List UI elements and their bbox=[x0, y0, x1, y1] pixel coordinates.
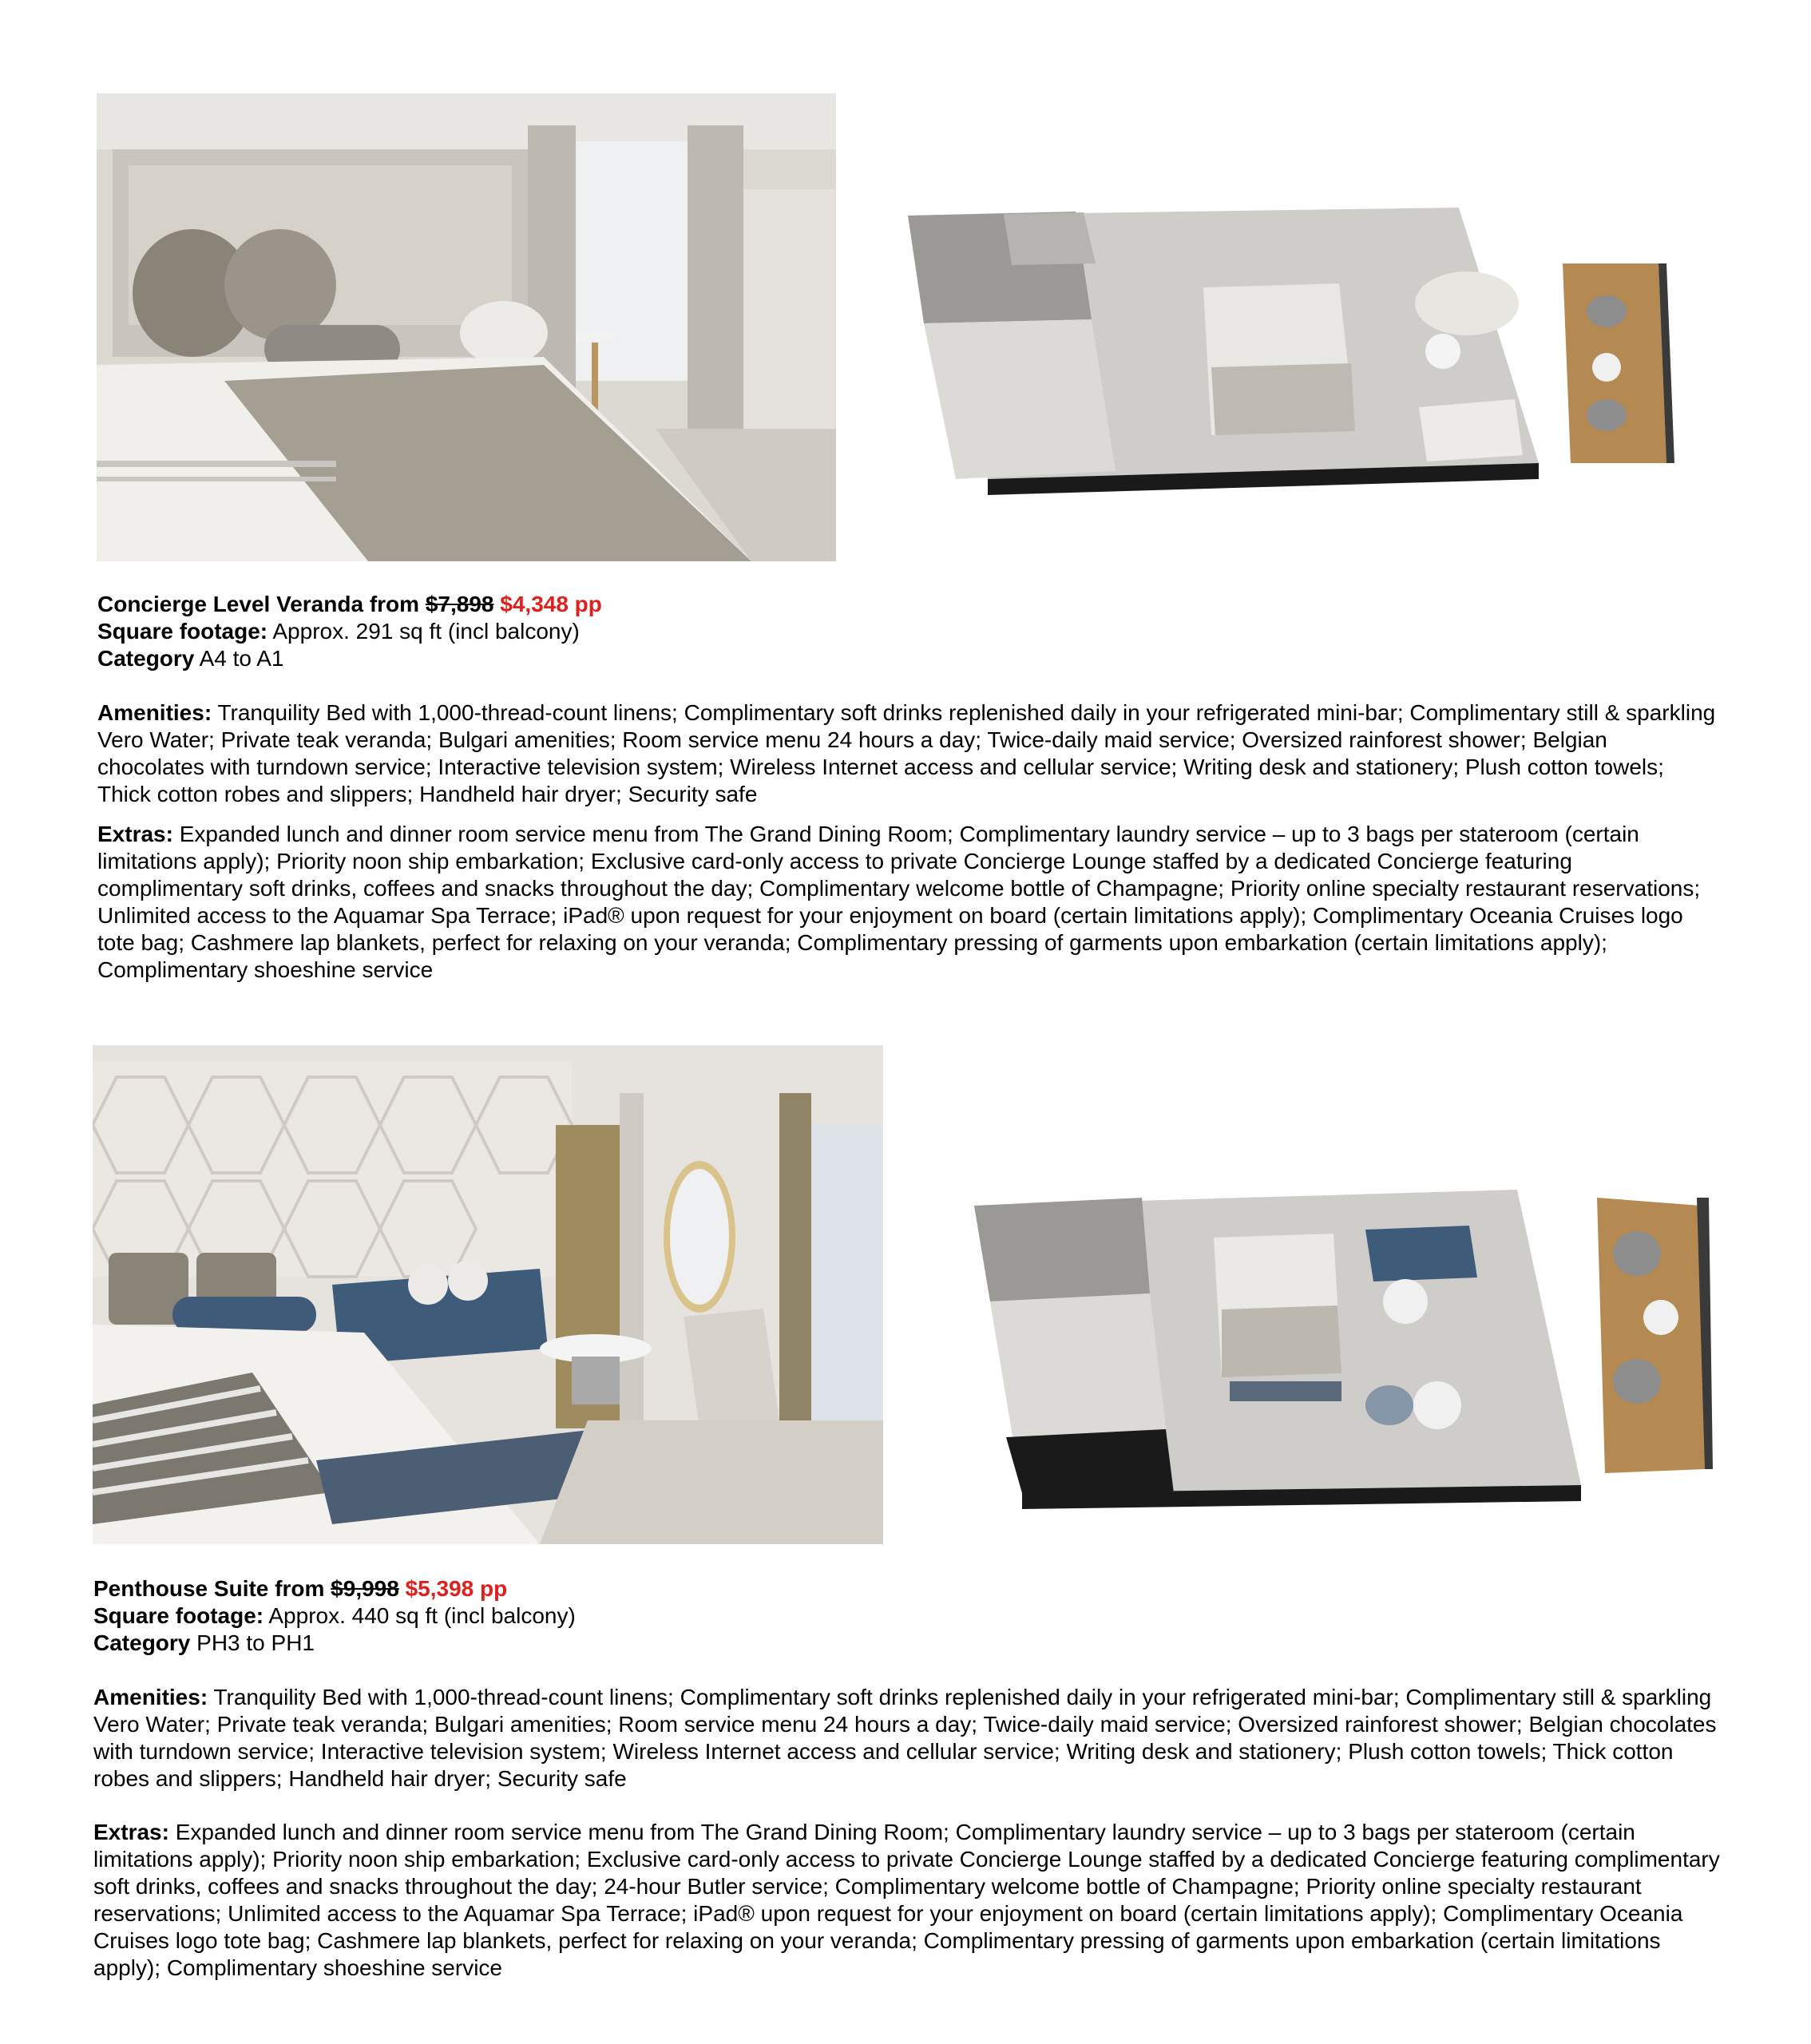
suite-name: Concierge Level Veranda bbox=[97, 592, 364, 616]
suite-title-line bbox=[97, 591, 1615, 618]
square-footage-value: Approx. 440 sq ft (incl balcony) bbox=[268, 1603, 576, 1628]
from-word: from bbox=[369, 592, 420, 616]
amenities-text: Tranquility Bed with 1,000-thread-count linens; Complimentary soft drinks replenished daily in your refrigerated mini-bar; Complimentary still & sparkling Vero Water; Private teak veranda; Bulgari amenities; Room service menu 24 hours a day; Twice-daily maid service; Oversized rainforest shower; Belgian chocolates with turndown service; Interactive television system; Wireless Internet access and cellular service; Writing desk and stationery; Plush cotton towels; Thick cotton robes and slippers; Handheld hair dryer; Security safe bbox=[93, 1685, 1717, 1791]
penthouse-suite-floorplan bbox=[958, 1118, 1749, 1517]
square-footage-line bbox=[93, 1602, 1611, 1630]
concierge-veranda-floorplan bbox=[860, 80, 1726, 583]
penthouse-suite-photo bbox=[93, 1045, 883, 1544]
old-price: $9,998 bbox=[331, 1576, 399, 1601]
penthouse-suite-amenities bbox=[93, 1684, 1722, 1792]
penthouse-suite-extras bbox=[93, 1819, 1722, 1982]
penthouse-suite-header bbox=[93, 1575, 1611, 1657]
amenities-label: Amenities: bbox=[93, 1685, 208, 1709]
concierge-veranda-header bbox=[97, 591, 1615, 672]
concierge-veranda-extras bbox=[97, 821, 1718, 984]
square-footage-label: Square footage: bbox=[93, 1603, 264, 1628]
square-footage-value: Approx. 291 sq ft (incl balcony) bbox=[272, 619, 580, 644]
from-word: from bbox=[275, 1576, 325, 1601]
extras-text: Expanded lunch and dinner room service menu from The Grand Dining Room; Complimentary laundry service – up to 3 bags per stateroom (certain limitations apply); Priority noon ship embarkation; Exclusive card-only access to private Concierge Lounge staffed by a dedicated Concierge featuring complimentary soft drinks, coffees and snacks throughout the day; Complimentary welcome bottle of Champagne; Priority online specialty restaurant reservations; Unlimited access to the Aquamar Spa Terrace; iPad® upon request for your enjoyment on board (certain limitations apply); Complimentary Oceania Cruises logo tote bag; Cashmere lap blankets, perfect for relaxing on your veranda; Complimentary pressing of garments upon embarkation (certain limitations apply); Complimentary shoeshine service bbox=[97, 822, 1701, 982]
extras-label: Extras: bbox=[97, 822, 173, 846]
category-label: Category bbox=[93, 1630, 191, 1655]
old-price: $7,898 bbox=[425, 592, 494, 616]
extras-label: Extras: bbox=[93, 1820, 169, 1844]
suite-title-line bbox=[93, 1575, 1611, 1602]
category-line bbox=[97, 645, 1615, 672]
concierge-veranda-photo bbox=[97, 93, 836, 561]
category-line bbox=[93, 1630, 1611, 1657]
concierge-veranda-amenities bbox=[97, 699, 1718, 808]
suite-name: Penthouse Suite bbox=[93, 1576, 269, 1601]
amenities-label: Amenities: bbox=[97, 700, 212, 725]
category-value: PH3 to PH1 bbox=[196, 1630, 315, 1655]
amenities-text: Tranquility Bed with 1,000-thread-count linens; Complimentary soft drinks replenished daily in your refrigerated mini-bar; Complimentary still & sparkling Vero Water; Private teak veranda; Bulgari amenities; Room service menu 24 hours a day; Twice-daily maid service; Oversized rainforest shower; Belgian chocolates with turndown service; Interactive television system; Wireless Internet access and cellular service; Writing desk and stationery; Plush cotton towels; Thick cotton robes and slippers; Handheld hair dryer; Security safe bbox=[97, 700, 1716, 806]
new-price: $5,398 pp bbox=[405, 1576, 508, 1601]
category-label: Category bbox=[97, 646, 195, 671]
new-price: $4,348 pp bbox=[500, 592, 602, 616]
square-footage-line bbox=[97, 618, 1615, 645]
square-footage-label: Square footage: bbox=[97, 619, 268, 644]
extras-text: Expanded lunch and dinner room service menu from The Grand Dining Room; Complimentary laundry service – up to 3 bags per stateroom (certain limitations apply); Priority noon ship embarkation; Exclusive card-only access to private Concierge Lounge staffed by a dedicated Concierge featuring complimentary soft drinks, coffees and snacks throughout the day; 24-hour Butler service; Complimentary welcome bottle of Champagne; Priority online specialty restaurant reservations; Unlimited access to the Aquamar Spa Terrace; iPad® upon request for your enjoyment on board (certain limitations apply); Complimentary Oceania Cruises logo tote bag; Cashmere lap blankets, perfect for relaxing on your veranda; Complimentary pressing of garments upon embarkation (certain limitations apply); Complimentary shoeshine service bbox=[93, 1820, 1720, 1980]
category-value: A4 to A1 bbox=[199, 646, 284, 671]
